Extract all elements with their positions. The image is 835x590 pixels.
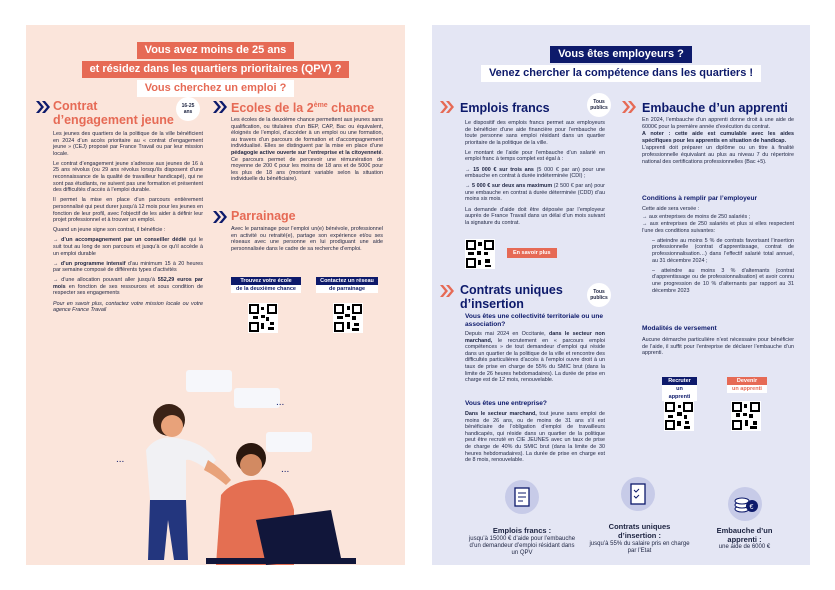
e2c-text: Les écoles de la deuxième chance permettent aux jeunes sans qualification, ou titulaires d’un BEP, CAP, Bac ou équivalent, éloignés de l’emploi, d’accéder à un emploi ou une formation, au travers d’un parcours de formation et d’accompagnement individualisé. Elles se distinguent par la mise en place d’une pédagogie active ouverte sur l’entreprise et la citoyenneté. Ce parcours permet de percevoir une rémunération de moyenne de 200 € pour les moins de 18 ans et de 500€ pour les plus de 18 ans (montant variable selon la situation individuelle du bénéficiaire). [231,117,383,183]
learn-more-button[interactable]: En savoir plus [507,248,557,258]
qr-code-icon [333,303,363,333]
cej-bullet-1: → d’un accompagnement par un conseiller dédié qui le suit tout au long de son parcours et jusqu’à ce qu’il accède à un emploi durable [53,237,204,257]
header-line-2: et résidez dans les quartiers prioritaires (QPV) ? [82,61,350,78]
header-line-2: Venez chercher la compétence dans les quartiers ! [481,65,761,82]
svg-text:...: ... [276,397,285,408]
checklist-icon [621,477,655,511]
kpi-desc-2: jusqu’à 55% du salaire pris en charge par l’Etat [589,541,690,554]
age-badge: 16-25 ans [176,97,200,121]
kpi-title-3: Embauche d’un apprenti : [716,526,773,544]
chevron-right-icon [440,285,454,297]
svg-text:€: € [749,504,754,511]
e2c-title: Ecoles de la 2ème chance [231,101,375,116]
qr-code-icon [731,401,761,431]
header-line-1: Vous avez moins de 25 ans [137,42,295,59]
qr-code-icon [465,239,495,269]
header-line-1: Vous êtes employeurs ? [550,46,692,63]
right-header [432,44,810,82]
public-badge: Tous publics [587,283,611,307]
mod-text: Aucune démarche particulière n’est nécessaire pour bénéficier de l’aide, il suffit pour l’entreprise de déclarer l’embauche d’un apprenti. [642,337,794,357]
qr-code[interactable] [333,303,363,333]
recruit-apprentice-link[interactable]: Recruter un apprenti [662,377,697,401]
qr-code[interactable] [731,401,761,431]
parrainage-title: Parrainage [231,209,296,223]
cui-text-2: Dans le secteur marchand, tout jeune sans emploi de moins de 26 ans, ou de moins de 31 ans s’il est bénéficiaire de l’obligation d’emploi de travailleurs handicapés, qui réside dans un quartier de la politique peut être recruté en CIE JEUNES avec un taux de prise de charge de 40% du SMIC brut (dans la limite de 30 heures hebdomadaires). La durée de prise en charge est de 8 mois, renouvelable. [465,411,605,464]
coins-icon [728,487,762,521]
qr-code-icon [664,401,694,431]
mod-title: Modalités de versement [642,325,717,332]
cej-bullet-2: → d’un programme intensif d’au minimum 15 à 20 heures par semaine composé de différents types d’activités [53,260,204,274]
parrainage-text: Avec le parrainage pour l’emploi un(e) bénévole, professionnel en activité ou retraité(e), partage son expérience et/ou ses réseaux avec une personne en lui prodiguant une aide personnalisée dans le cadre de sa recherche d’emploi. [231,226,383,252]
cej-bullet-3: → d’une allocation pouvant aller jusqu’à 552,29 euros par mois en fonction de ses ressources et sous condition de respecter ses engagements [53,277,203,297]
chevron-right-icon [36,101,50,113]
cui-title: Contrats uniques d’insertion [460,283,563,311]
document-icon [505,480,539,514]
kpi-desc-3: une aide de 6000 € [718,544,771,550]
apprenti-text: En 2024, l’embauche d’un apprenti donne droit à une aide de 6000€ pour la première année d’exécution du contrat. A noter : cette aide est cumulable avec les aides spécifiques pour les apprentis en situation de handicap. L’apprenti doit préparer un diplôme ou un titre à finalité professionnelle équivalant au plus au niveau 7 du répertoire national des certifications professionnelles (Bac +5). [642,117,794,165]
qr-code-icon [248,303,278,333]
left-header [26,40,405,97]
e2c-link[interactable]: Trouvez votre école de la deuxième chance [231,277,301,293]
kpi-title-2: Contrats uniques d’insertion : [608,522,671,540]
left-page [26,25,405,565]
chevron-right-icon [213,101,227,113]
kpi-desc-1: jusqu’à 15000 € d’aide pour l’embauche d’un demandeur d’emploi résidant dans un QPV [468,536,576,556]
qr-code[interactable] [248,303,278,333]
people-at-laptop-illustration [116,360,366,565]
cui-text-1: Depuis mai 2024 en Occitanie, dans le secteur non marchand, le recrutement en « parcours emploi compétences » de tout demandeur d’emploi qui réside dans un quartier de la politique de la ville et rencontre des difficultés particulières d’accès à l’emploi ouvre droit à un taux de prise en charge de 55% du SMIC brut (dans la limite de 26 heures hebdomadaires). La durée de prise en charge est de 12 mois, renouvelable. [465,331,605,384]
ef-title: Emplois francs [460,101,550,115]
parrainage-link[interactable]: Contactez un réseau de parrainage [316,277,378,293]
right-page [432,25,810,565]
chevron-right-icon [213,211,227,223]
become-apprentice-link[interactable]: Devenir un apprenti [727,377,767,393]
qr-code[interactable] [664,401,694,431]
cej-title: Contrat d’engagement jeune [53,99,174,127]
cui-sub-2: Vous êtes une entreprise? [465,400,547,407]
svg-text:...: ... [116,454,125,465]
cui-sub-1: Vous êtes une collectivité territoriale ou une association? [465,313,604,328]
chevron-right-icon [622,101,636,113]
cond-title: Conditions à remplir par l’employeur [642,195,758,202]
chevron-right-icon [440,101,454,113]
qr-code[interactable] [465,239,495,269]
apprenti-title: Embauche d’un apprenti [642,101,788,115]
ef-text: Le dispositif des emplois francs permet aux employeurs de bénéficier d’une aide financière pour l’embauche de toute personne sans emploi résidant dans un quartier prioritaire de la politique de la ville. Le montant de l’aide pour l’embauche d’un salarié en emploi franc à temps complet est égal à : → 15 000 € sur trois ans (5 000 € par an) pour une embauche en contrat à durée indéterminée (CDI) ; → 5 000 € sur deux ans maximum (2 500 € par an) pour une embauche en contrat à durée déterminée (CDD) d’au moins six mois. La demande d’aide doit être déposée par l’employeur auprès de France Travail dans un délai d’un mois suivant la signature du contrat. [465,120,605,226]
cond-text: Cette aide sera versée : → aux entreprises de moins de 250 salariés ; → aux entreprises de 250 salariés et plus si elles respectent l’une des conditions suivantes: – atteindre au moins 5 % de contrats favorisant l’insertion professionnelle (contrat d’apprentissage, contrat de professionnalisation…) dans l’effectif salarié total annuel, au 31 décembre 2024 ; – atteindre au moins 3 % d’alternants (contrat d’apprentissage ou de professionnalisation) et avoir connu une progression de 10 % d’alternants par rapport au 31 décembre 2023 [642,206,794,294]
cej-text: Les jeunes des quartiers de la politique de la ville bénéficient en 2024 d’un accès prioritaire au « contrat d’engagement jeune » (CEJ) proposé par France Travail ou par leur mission locale. Le contrat d’engagement jeune s’adresse aux jeunes de 16 à 25 ans révolus (ou 29 ans révolus lorsqu’ils disposent d’une reconnaissance de la qualité de travailleur handicapé), qui ne sont pas étudiants, ne suivent pas une formation et présentent des difficultés d’accès à l’emploi durable. Il permet la mise en place d’un parcours entièrement personnalisé qui peut durer jusqu’à 12 mois pour les jeunes en fonction de leur profil, avec l’objectif de les aider à définir leur projet professionnel et à trouver un emploi. Quand un jeune signe son contrat, il bénéficie : → d’un accompagnement par un conseiller dédié qui le suit tout au long de son parcours et jusqu’à ce qu’il accède à un emploi durable → d’un programme intensif d’au minimum 15 à 20 heures par semaine composé de différents types d’activités → d’une allocation pouvant aller jusqu’à 552,29 euros par mois en fonction de ses ressources et sous condition de respecter ses engagements Pour en savoir plus, contactez votre mission locale ou votre agence France Travail [53,131,204,314]
public-badge: Tous publics [587,93,611,117]
kpi-title-1: Emplois francs : [492,526,552,535]
svg-text:...: ... [281,464,290,475]
header-line-3: Vous cherchez un emploi ? [137,80,295,97]
